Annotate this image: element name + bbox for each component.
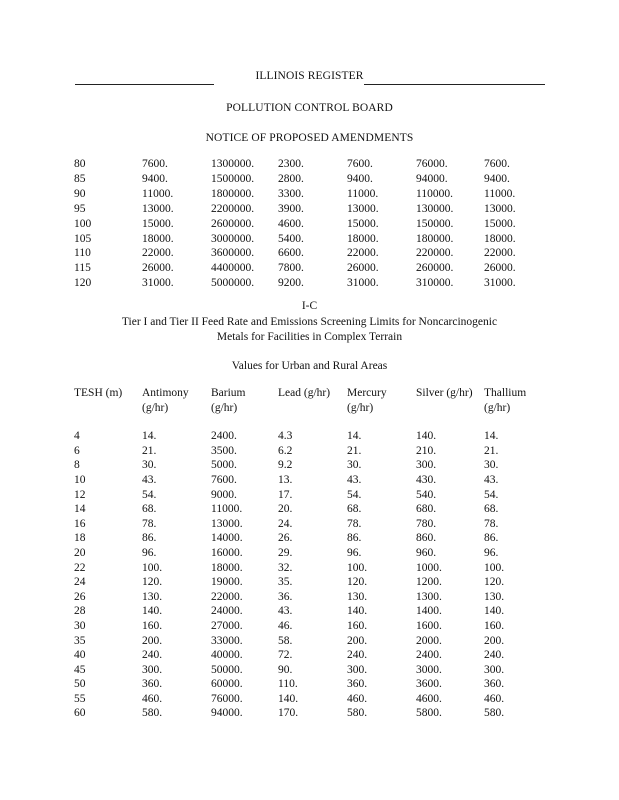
table-cell: 40000. (211, 649, 243, 662)
board-title: POLLUTION CONTROL BOARD (226, 102, 393, 114)
table-cell: 96. (484, 546, 499, 559)
table-cell: 2800. (278, 172, 304, 185)
table-cell: 1200. (416, 576, 442, 589)
table-cell: 19000. (211, 576, 243, 589)
table-row (74, 663, 544, 678)
table-cell: 29. (278, 546, 293, 559)
table-cell: 43. (142, 473, 157, 486)
table-cell: 9.2 (278, 459, 293, 472)
table-cell: 30. (484, 459, 499, 472)
table-cell: 43. (484, 473, 499, 486)
table-cell: 580. (484, 707, 505, 720)
table-cell: 9200. (278, 277, 304, 290)
table-cell: 7800. (278, 262, 304, 275)
table-cell: 11000. (142, 187, 174, 200)
table-cell: 54. (484, 488, 499, 501)
table-cell: 580. (347, 707, 368, 720)
section-title-line2: Metals for Facilities in Complex Terrain (216, 331, 403, 343)
table-cell: 4400000. (211, 262, 255, 275)
table-cell: 300. (347, 663, 368, 676)
table-row (74, 202, 544, 217)
table-cell: 18000. (347, 232, 379, 245)
table-cell: 1500000. (211, 172, 255, 185)
table-cell: 7600. (347, 158, 373, 170)
table-cell: 33000. (211, 634, 243, 647)
table-cell: 1400. (416, 605, 442, 618)
table-cell: 35 (74, 634, 86, 647)
table-cell: 24. (278, 517, 293, 530)
section-subtitle: Values for Urban and Rural Areas (231, 360, 388, 372)
table-cell: 120 (74, 277, 92, 290)
table-cell: 160. (484, 619, 505, 632)
table-cell: 130. (347, 590, 368, 603)
table-cell: 3900. (278, 202, 304, 215)
table-cell: 13000. (484, 202, 516, 215)
table-row (74, 677, 544, 692)
table-cell: 15000. (347, 217, 379, 230)
table-cell: 2000. (416, 634, 442, 647)
column-header: Barium (211, 387, 246, 399)
table-cell: 460. (484, 692, 505, 705)
table-cell: 9400. (484, 172, 510, 185)
table-row (74, 692, 544, 707)
table-cell: 2300. (278, 158, 304, 170)
table-cell: 14 (74, 503, 86, 516)
column-header: (g/hr) (347, 401, 374, 414)
table-cell: 360. (484, 678, 505, 691)
table-row (74, 232, 544, 247)
table-cell: 13000. (347, 202, 379, 215)
header-spacer (74, 415, 544, 429)
table-cell: 21. (484, 444, 499, 457)
table-cell: 2400. (416, 649, 442, 662)
table-cell: 3600000. (211, 247, 255, 260)
table-cell: 78. (142, 517, 157, 530)
table-cell: 300. (484, 663, 505, 676)
table-cell: 6 (74, 444, 80, 457)
table-cell: 43. (347, 473, 362, 486)
table-cell: 140. (484, 605, 505, 618)
table-cell: 22 (74, 561, 86, 574)
table-cell: 960. (416, 546, 437, 559)
table-cell: 11000. (211, 503, 243, 516)
table-cell: 11000. (347, 187, 379, 200)
table-cell: 180000. (416, 232, 454, 245)
table-cell: 35. (278, 576, 293, 589)
table-cell: 540. (416, 488, 437, 501)
table-cell: 100 (74, 217, 92, 230)
table-cell: 170. (278, 707, 299, 720)
table-cell: 30. (347, 459, 362, 472)
table-cell: 30 (74, 619, 86, 632)
table-cell: 4 (74, 430, 80, 443)
header-rule-right (364, 84, 545, 85)
table-cell: 3000000. (211, 232, 255, 245)
table-cell: 16 (74, 517, 86, 530)
table-cell: 1300. (416, 590, 442, 603)
table-cell: 78. (347, 517, 362, 530)
table-row (74, 531, 544, 546)
table-cell: 6600. (278, 247, 304, 260)
column-header: (g/hr) (211, 401, 238, 414)
table-cell: 8 (74, 459, 80, 472)
table-row (74, 473, 544, 488)
table-cell: 780. (416, 517, 437, 530)
table-cell: 20. (278, 503, 293, 516)
table-cell: 100. (142, 561, 163, 574)
table-cell: 10 (74, 473, 86, 486)
table-cell: 68. (142, 503, 157, 516)
table-cell: 6.2 (278, 444, 293, 457)
limits-table-continued (74, 157, 544, 291)
table-cell: 5000000. (211, 277, 255, 290)
table-cell: 31000. (347, 277, 379, 290)
table-cell: 9400. (347, 172, 373, 185)
table-cell: 2200000. (211, 202, 255, 215)
table-cell: 26 (74, 590, 86, 603)
table-cell: 460. (347, 692, 368, 705)
column-header: Thallium (484, 387, 527, 399)
table-row (74, 575, 544, 590)
table-cell: 1300000. (211, 158, 255, 170)
table-cell: 18000. (484, 232, 516, 245)
table-cell: 360. (347, 678, 368, 691)
table-row (74, 561, 544, 576)
table-cell: 3500. (211, 444, 237, 457)
noncarcinogenic-metals-table (74, 386, 544, 721)
table-cell: 240. (484, 649, 505, 662)
table-cell: 50000. (211, 663, 243, 676)
table-row (74, 246, 544, 261)
table-cell: 76000. (416, 158, 448, 170)
table-cell: 9400. (142, 172, 168, 185)
table-cell: 43. (278, 605, 293, 618)
table-cell: 27000. (211, 619, 243, 632)
table-cell: 20 (74, 546, 86, 559)
table-cell: 9000. (211, 488, 237, 501)
table-cell: 100. (484, 561, 505, 574)
table-cell: 17. (278, 488, 293, 501)
table-cell: 4.3 (278, 430, 293, 443)
table-cell: 300. (416, 459, 437, 472)
table-cell: 2600000. (211, 217, 255, 230)
table-cell: 110000. (416, 187, 453, 200)
table-cell: 28 (74, 605, 86, 618)
table-cell: 2400. (211, 430, 237, 443)
table-row (74, 604, 544, 619)
table-cell: 110 (74, 247, 91, 260)
table-cell: 95 (74, 202, 86, 215)
table-cell: 4600. (278, 217, 304, 230)
table-cell: 55 (74, 692, 86, 705)
table-cell: 13. (278, 473, 293, 486)
table-cell: 36. (278, 590, 293, 603)
table-cell: 94000. (416, 172, 448, 185)
column-header: Antimony (142, 387, 189, 399)
table-cell: 310000. (416, 277, 454, 290)
table-cell: 3600. (416, 678, 442, 691)
table-cell: 18 (74, 532, 86, 545)
table-cell: 14. (142, 430, 157, 443)
table-cell: 18000. (142, 232, 174, 245)
table-cell: 22000. (347, 247, 379, 260)
column-header-row (74, 401, 544, 416)
column-header: Lead (g/hr) (278, 387, 331, 399)
table-cell: 240. (142, 649, 163, 662)
table-cell: 100. (347, 561, 368, 574)
table-cell: 54. (142, 488, 157, 501)
table-cell: 1000. (416, 561, 442, 574)
table-cell: 130000. (416, 202, 454, 215)
table-cell: 13000. (211, 517, 243, 530)
table-cell: 54. (347, 488, 362, 501)
table-row (74, 619, 544, 634)
table-cell: 21. (347, 444, 362, 457)
column-header: TESH (m) (74, 387, 123, 399)
table-row (74, 187, 544, 202)
table-cell: 31000. (484, 277, 516, 290)
table-cell: 68. (484, 503, 499, 516)
header-rule-left (75, 84, 214, 85)
table-cell: 86. (484, 532, 499, 545)
table-cell: 86. (142, 532, 157, 545)
table-cell: 580. (142, 707, 163, 720)
table-row (74, 502, 544, 517)
column-header: Mercury (347, 387, 387, 399)
table-row (74, 276, 544, 291)
table-cell: 240. (347, 649, 368, 662)
table-cell: 26000. (347, 262, 379, 275)
table-cell: 60000. (211, 678, 243, 691)
table-cell: 45 (74, 663, 86, 676)
table-cell: 5800. (416, 707, 442, 720)
table-cell: 68. (347, 503, 362, 516)
table-cell: 460. (142, 692, 163, 705)
table-cell: 430. (416, 473, 437, 486)
table-cell: 105 (74, 232, 92, 245)
table-cell: 22000. (484, 247, 516, 260)
table-cell: 1600. (416, 619, 442, 632)
table-row (74, 546, 544, 561)
table-cell: 200. (347, 634, 368, 647)
table-cell: 30. (142, 459, 157, 472)
table-cell: 18000. (211, 561, 243, 574)
table-cell: 12 (74, 488, 86, 501)
table-cell: 90 (74, 187, 86, 200)
table-cell: 120. (142, 576, 163, 589)
section-id: I-C (301, 300, 318, 312)
table-cell: 16000. (211, 546, 243, 559)
table-cell: 60 (74, 707, 86, 720)
table-cell: 3000. (416, 663, 442, 676)
table-cell: 300. (142, 663, 163, 676)
section-title-line1: Tier I and Tier II Feed Rate and Emissions Screening Limits for Noncarcinogenic (121, 316, 498, 328)
table-cell: 46. (278, 619, 293, 632)
table-cell: 115 (74, 262, 91, 275)
table-cell: 32. (278, 561, 293, 574)
table-cell: 110. (278, 678, 298, 691)
table-cell: 50 (74, 678, 86, 691)
table-cell: 120. (347, 576, 368, 589)
table-cell: 150000. (416, 217, 454, 230)
table-cell: 15000. (142, 217, 174, 230)
table-cell: 14. (347, 430, 362, 443)
table-cell: 5000. (211, 459, 237, 472)
table-row (74, 261, 544, 276)
table-row (74, 488, 544, 503)
table-cell: 31000. (142, 277, 174, 290)
table-cell: 58. (278, 634, 293, 647)
table-cell: 7600. (211, 473, 237, 486)
table-cell: 24000. (211, 605, 243, 618)
table-cell: 130. (142, 590, 163, 603)
table-cell: 86. (347, 532, 362, 545)
column-header-row (74, 386, 544, 401)
table-cell: 96. (347, 546, 362, 559)
table-cell: 76000. (211, 692, 243, 705)
table-cell: 40 (74, 649, 86, 662)
table-cell: 220000. (416, 247, 454, 260)
table-row (74, 648, 544, 663)
table-cell: 94000. (211, 707, 243, 720)
table-cell: 130. (484, 590, 505, 603)
table-row (74, 590, 544, 605)
table-cell: 360. (142, 678, 163, 691)
table-row (74, 634, 544, 649)
table-cell: 160. (347, 619, 368, 632)
table-row (74, 517, 544, 532)
table-row (74, 217, 544, 232)
table-cell: 200. (142, 634, 163, 647)
table-cell: 85 (74, 172, 86, 185)
table-cell: 13000. (142, 202, 174, 215)
table-row (74, 429, 544, 444)
table-row (74, 458, 544, 473)
table-cell: 4600. (416, 692, 442, 705)
table-cell: 7600. (484, 158, 510, 170)
table-cell: 860. (416, 532, 437, 545)
table-row (74, 706, 544, 721)
column-header (416, 401, 484, 416)
table-cell: 680. (416, 503, 437, 516)
table-cell: 78. (484, 517, 499, 530)
table-cell: 90. (278, 663, 293, 676)
table-cell: 7600. (142, 158, 168, 170)
table-cell: 15000. (484, 217, 516, 230)
table-cell: 160. (142, 619, 163, 632)
table-cell: 140. (278, 692, 299, 705)
table-cell: 120. (484, 576, 505, 589)
column-header (278, 401, 347, 416)
notice-title: NOTICE OF PROPOSED AMENDMENTS (205, 132, 414, 144)
table-cell: 5400. (278, 232, 304, 245)
table-cell: 21. (142, 444, 157, 457)
table-cell: 140. (347, 605, 368, 618)
table-cell: 140. (416, 430, 437, 443)
table-cell: 26000. (484, 262, 516, 275)
column-header (74, 401, 142, 416)
table-cell: 1800000. (211, 187, 255, 200)
column-header: (g/hr) (142, 401, 169, 414)
table-cell: 260000. (416, 262, 454, 275)
table-row (74, 444, 544, 459)
table-cell: 210. (416, 444, 437, 457)
table-cell: 200. (484, 634, 505, 647)
table-cell: 140. (142, 605, 163, 618)
table-cell: 26. (278, 532, 293, 545)
table-cell: 14000. (211, 532, 243, 545)
column-header: Silver (g/hr) (416, 387, 473, 399)
table-row (74, 157, 544, 172)
table-cell: 24 (74, 576, 86, 589)
table-cell: 26000. (142, 262, 174, 275)
table-cell: 72. (278, 649, 293, 662)
table-cell: 3300. (278, 187, 304, 200)
table-cell: 22000. (142, 247, 174, 260)
table-row (74, 172, 544, 187)
column-header: (g/hr) (484, 401, 511, 414)
table-cell: 80 (74, 158, 86, 170)
table-cell: 22000. (211, 590, 243, 603)
table-cell: 14. (484, 430, 499, 443)
table-cell: 96. (142, 546, 157, 559)
register-title: ILLINOIS REGISTER (255, 70, 364, 82)
table-cell: 11000. (484, 187, 516, 200)
